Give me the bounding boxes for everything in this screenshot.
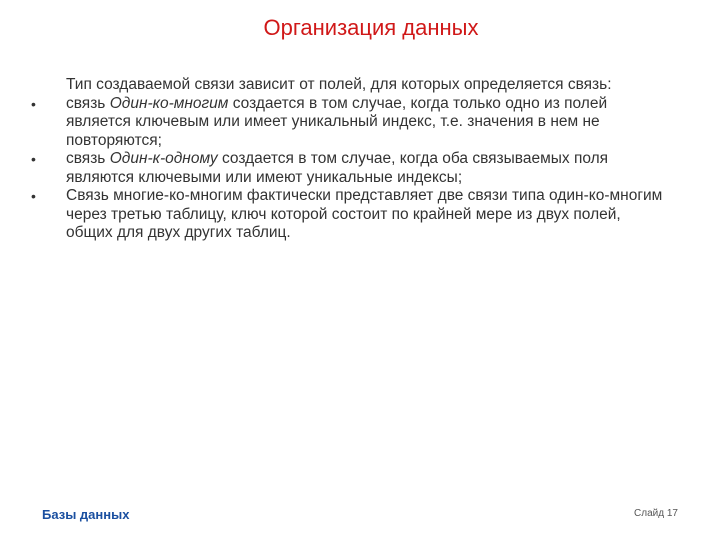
bullet-prefix: связь <box>66 150 110 167</box>
bullet-term: Один-ко-многим <box>109 94 229 112</box>
bullet-text: создается в том случае, когда оба связываемых поля являются ключевыми или имеют уникальные индексы; <box>66 150 609 186</box>
footer-slide-number: Слайд 17 <box>634 508 678 519</box>
bullet-list <box>28 95 668 243</box>
bullet-marker: • <box>31 188 36 204</box>
footer-course-name: Базы данных <box>42 507 130 522</box>
bullet-text: Связь многие-ко-многим фактически представляет две связи типа один-ко-многим через третью таблицу, ключ которой состоит по крайней мере из двух полей, общих для двух других таблиц. <box>66 187 663 241</box>
list-item <box>28 187 668 243</box>
intro-text: Тип создаваемой связи зависит от полей, для которых определяется связь: <box>66 76 612 93</box>
bullet-marker: • <box>31 151 36 167</box>
bullet-marker: • <box>31 95 36 112</box>
list-item <box>28 150 668 187</box>
slide-title: Организация данных <box>263 15 479 40</box>
bullet-term: Один-к-одному <box>109 150 218 167</box>
bullet-prefix: связь <box>66 94 110 112</box>
bullet-text: создается в том случае, когда только одно из полей является ключевым или имеет уникальный индекс, т.е. значения в нем не повторяются; <box>66 94 608 149</box>
list-item <box>28 95 668 151</box>
slide-content <box>28 76 668 243</box>
